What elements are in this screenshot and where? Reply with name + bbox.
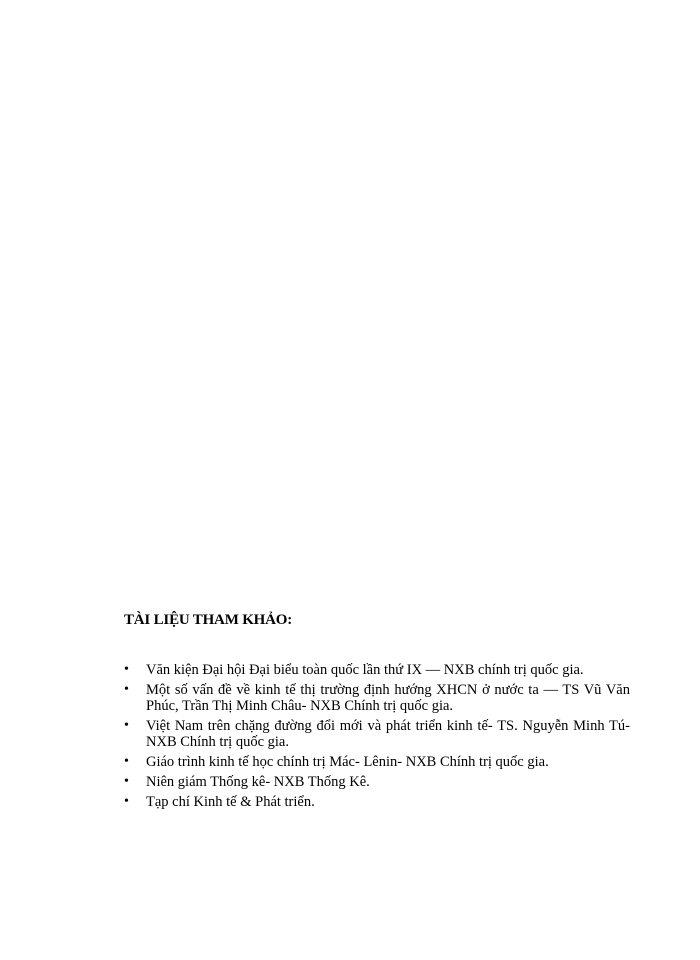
- bullet-icon: •: [124, 718, 129, 733]
- list-item: [124, 754, 630, 770]
- bullet-icon: •: [124, 662, 129, 677]
- reference-text: Văn kiện Đại hội Đại biểu toàn quốc lần thứ IX — NXB chính trị quốc gia.: [146, 662, 584, 678]
- bullet-icon: •: [124, 754, 129, 769]
- list-item: [124, 662, 630, 678]
- reference-list: [124, 662, 630, 814]
- reference-text: Tạp chí Kinh tế & Phát triển.: [146, 794, 315, 810]
- list-item: [124, 682, 630, 714]
- list-item: [124, 718, 630, 750]
- reference-text: Việt Nam trên chặng đường đổi mới và phát triển kinh tế- TS. Nguyễn Minh Tú- NXB Chính trị quốc gia.: [146, 718, 630, 750]
- references-heading: TÀI LIỆU THAM KHẢO:: [124, 612, 293, 628]
- reference-text: Một số vấn đề về kinh tế thị trường định hướng XHCN ở nước ta — TS Vũ Văn Phúc, Trần Thị Minh Châu- NXB Chính trị quốc gia.: [146, 682, 630, 714]
- list-item: [124, 794, 630, 810]
- list-item: [124, 774, 630, 790]
- bullet-icon: •: [124, 682, 129, 697]
- reference-text: Giáo trình kinh tế học chính trị Mác- Lênin- NXB Chính trị quốc gia.: [146, 754, 549, 770]
- bullet-icon: •: [124, 774, 129, 789]
- bullet-icon: •: [124, 794, 129, 809]
- reference-text: Niên giám Thống kê- NXB Thống Kê.: [146, 774, 370, 790]
